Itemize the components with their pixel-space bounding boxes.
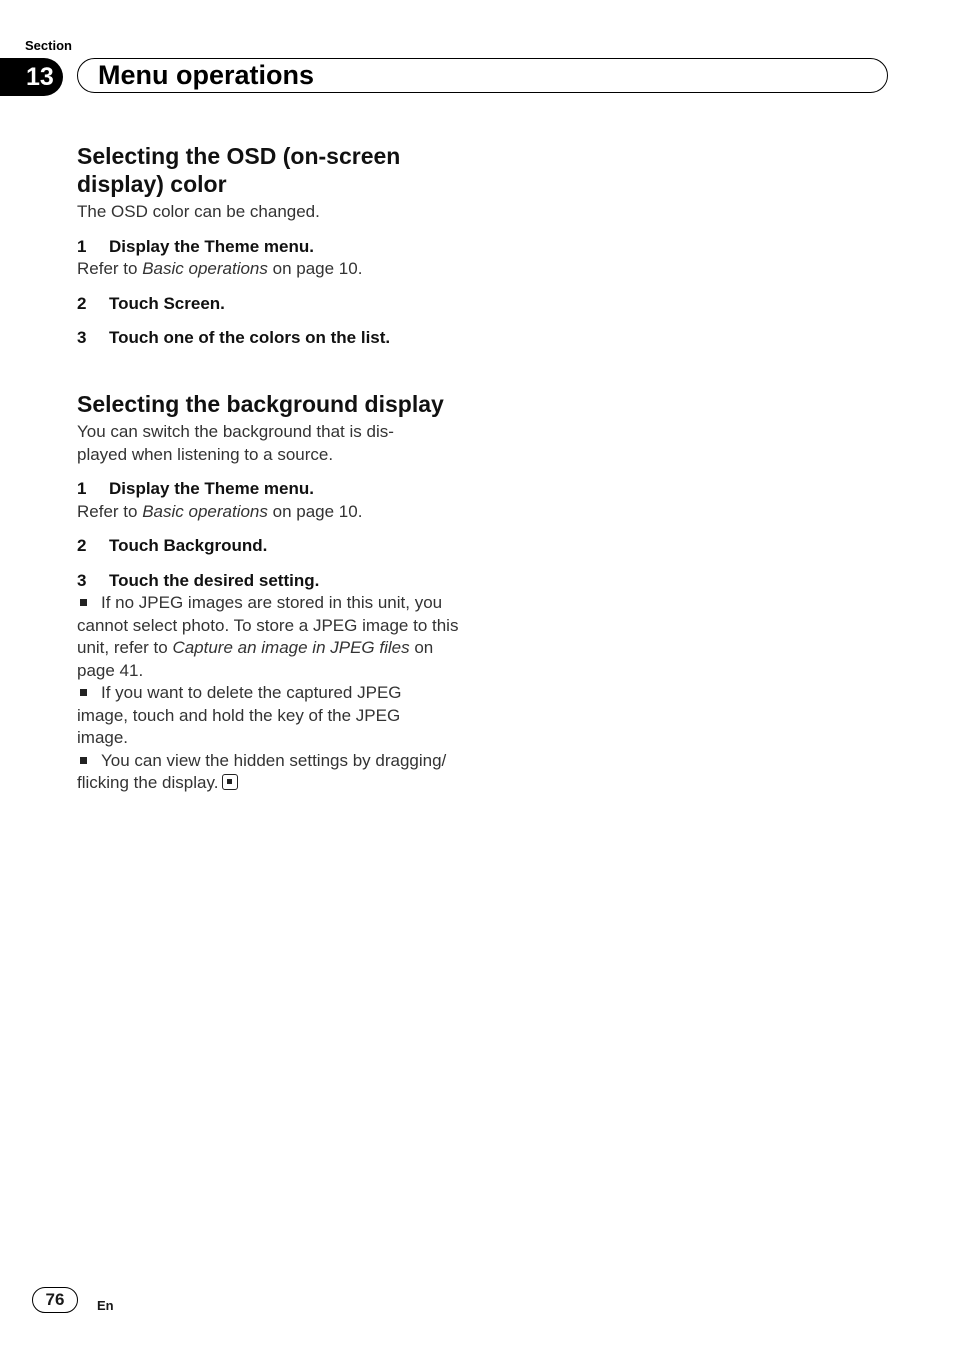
background-step-3 <box>77 570 467 593</box>
step-title: Touch Background. <box>109 536 268 555</box>
osd-section <box>77 142 467 350</box>
language-code: En <box>97 1298 114 1313</box>
background-section <box>77 390 467 795</box>
note-text: If no JPEG images are stored in this unit, you cannot select photo. To store a JPEG image to this unit, refer to <box>77 593 459 657</box>
step-title: Touch Screen. <box>109 293 225 313</box>
note-bullet <box>77 750 465 795</box>
reference-prefix: Refer to <box>77 259 143 278</box>
section-title-box <box>77 58 888 93</box>
osd-step-1 <box>77 236 467 259</box>
bullet-square-icon <box>80 757 87 764</box>
note-bullet <box>77 682 417 750</box>
step-number: 1 <box>77 236 87 256</box>
background-step-2 <box>77 535 467 558</box>
step-title: Touch the desired setting. <box>109 570 320 590</box>
background-step-1-reference <box>77 501 467 524</box>
note-bullet <box>77 592 462 682</box>
osd-step-3 <box>77 327 467 350</box>
section-number: 13 <box>0 58 63 96</box>
background-heading: Selecting the background display <box>77 391 444 417</box>
section-title: Menu operations <box>98 60 315 90</box>
note-reference-link[interactable]: Capture an image in JPEG files <box>172 638 410 657</box>
reference-link[interactable]: Basic operations <box>142 259 268 278</box>
note-text-suffix: on page 41. <box>77 638 434 680</box>
osd-step-2 <box>77 293 467 316</box>
step-title: Display the Theme menu. <box>109 479 314 498</box>
step-number: 3 <box>77 328 87 347</box>
step-number: 2 <box>77 536 87 555</box>
reference-suffix: on page 10. <box>267 501 363 521</box>
step-title: Display the Theme menu. <box>109 236 314 256</box>
end-of-section-icon <box>222 774 238 790</box>
osd-intro: The OSD color can be changed. <box>77 202 320 221</box>
reference-suffix: on page 10. <box>267 259 363 278</box>
reference-link[interactable]: Basic operations <box>142 501 268 521</box>
bullet-square-icon <box>80 599 87 606</box>
step-number: 1 <box>77 479 87 498</box>
osd-heading: Selecting the OSD (on-screen display) color <box>77 143 401 197</box>
step-title: Touch one of the colors on the list. <box>109 328 391 347</box>
step-number: 3 <box>77 570 87 590</box>
reference-prefix: Refer to <box>77 501 143 521</box>
step-number: 2 <box>77 293 87 313</box>
bullet-square-icon <box>80 689 87 696</box>
osd-step-1-reference <box>77 258 467 281</box>
background-step-1 <box>77 478 467 501</box>
note-text: If you want to delete the captured JPEG image, touch and hold the key of the JPEG image. <box>77 683 402 747</box>
note-text: You can view the hidden settings by dragging/ flicking the display. <box>77 750 447 792</box>
background-intro: You can switch the background that is dis-played when listening to a source. <box>77 422 394 464</box>
page-number: 76 <box>32 1287 78 1313</box>
section-label: Section <box>25 38 72 53</box>
